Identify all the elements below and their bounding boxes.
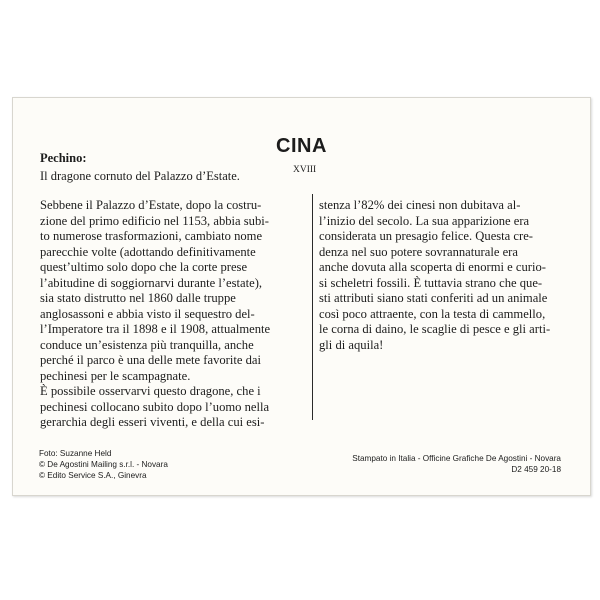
text-line: sia stato distrutto nel 1860 dalle truppe (40, 291, 236, 305)
text-line: sti attributi siano stati conferiti ad un animale (319, 291, 548, 305)
place-heading: Pechino: (40, 151, 87, 165)
text-line: conduce un’esistenza più tranquilla, anche (40, 337, 254, 352)
card-title: CINA (276, 135, 327, 157)
text-line: considerata un presagio felice. Questa cre- (319, 229, 533, 243)
text-line: È possibile osservarvi questo dragone, che i (40, 384, 261, 398)
text-line: denza nel suo potere sovrannaturale era (319, 244, 518, 259)
credit-line: © Edito Service S.A., Ginevra (39, 471, 147, 480)
text-line: le corna di daino, le scaglie di pesce e gli arti- (319, 322, 551, 336)
text-line: zione del primo edificio nel 1153, abbia subi- (40, 213, 269, 228)
printer-info (352, 453, 561, 475)
credits (39, 448, 168, 481)
text-line: gerarchia degli esseri viventi, e della cui esi- (40, 415, 265, 429)
credit-line: Foto: Suzanne Held (39, 449, 112, 458)
text-line: si scheletri fossili. È tuttavia strano che que- (319, 275, 543, 290)
text-line: perché il parco è una delle mete favorite dai (40, 353, 261, 367)
printer-line: Stampato in Italia - Officine Grafiche De Agostini - Novara (352, 454, 561, 463)
text-line: Sebbene il Palazzo d’Estate, dopo la costru- (40, 198, 262, 212)
text-line: anglosassoni e abbia visto il sequestro del- (40, 306, 255, 321)
text-line: pechinesi per le scampagnate. (40, 368, 191, 383)
text-line: anche dovuta alla scoperta di enormi e curio- (319, 260, 546, 274)
column-divider (312, 194, 313, 420)
text-line: stenza l’82% dei cinesi non dubitava al- (319, 198, 521, 212)
text-line: così poco attraente, con la testa di cammello, (319, 306, 546, 321)
text-line: to numerose trasformazioni, cambiato nome (40, 229, 263, 243)
subject-line: Il dragone cornuto del Palazzo d’Estate. (40, 169, 240, 183)
text-line: parecchie volte (adottando definitivamente (40, 244, 256, 259)
card-code: D2 459 20-18 (511, 465, 561, 474)
text-line: l’inizio del secolo. La sua apparizione era (319, 213, 530, 228)
text-line: gli di aquila! (319, 337, 384, 352)
collector-card (12, 97, 591, 496)
text-line: pechinesi collocano subito dopo l’uomo nella (40, 399, 270, 414)
text-column-right (319, 198, 567, 353)
text-line: l’abitudine di soggiornarvi durante l’estate), (40, 275, 263, 290)
text-line: l’Imperatore tra il 1898 e il 1908, attualmente (40, 322, 271, 336)
text-line: quest’ultimo solo dopo che la corte prese (40, 260, 248, 274)
text-column-left (40, 198, 310, 431)
credit-line: © De Agostini Mailing s.r.l. - Novara (39, 460, 168, 469)
card-number: XVIII (293, 165, 317, 175)
